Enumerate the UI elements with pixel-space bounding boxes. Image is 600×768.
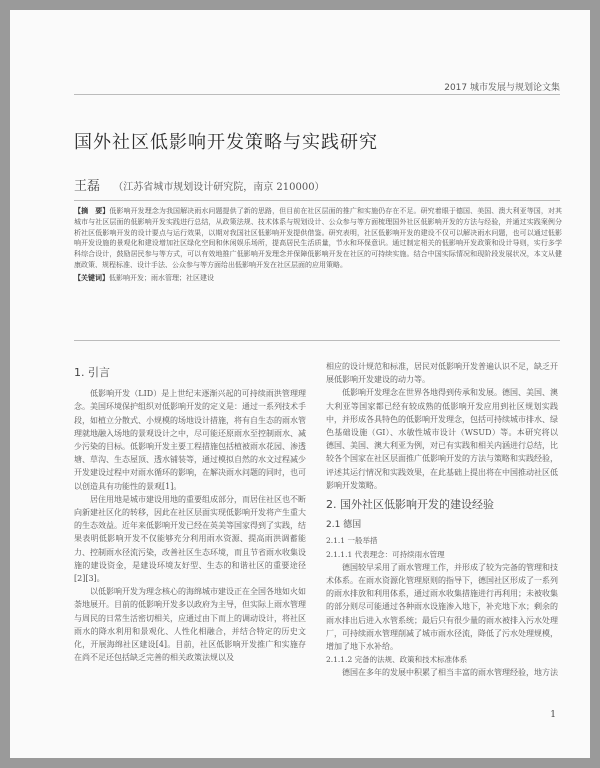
header-rule bbox=[74, 94, 560, 95]
author-affiliation: （江苏省城市规划设计研究院，南京 210000） bbox=[113, 182, 325, 193]
right-column bbox=[326, 360, 558, 680]
author-line bbox=[74, 175, 325, 194]
left-column bbox=[74, 360, 306, 664]
intro-paragraph-3: 以低影响开发为理念核心的海绵城市建设正在全国各地如火如荼地展开。目前的低影响开发多以政府为主导，但实际上雨水管理与周民的日常生活密切相关，应通过由下而上的调动设计，将社区雨水的降水利用和景观化、人性化相融合，并结合特定的历史文化，开展海绵社区建设[4]。目前，社区低影响开发推广和实施存在尚不足还包括缺乏完善的相关政策法规以及 bbox=[74, 587, 306, 663]
abstract-top-rule bbox=[74, 200, 560, 201]
subsection-heading-germany: 2.1 德国 bbox=[326, 520, 362, 531]
abstract-label: 【摘 要】 bbox=[74, 206, 110, 215]
subsubsection-heading: 2.1.1 一般举措 bbox=[326, 536, 378, 546]
intro-paragraph-4: 相应的设计规范和标准，居民对低影响开发普遍认识不足，缺乏开展低影响开发建设的动力等。 bbox=[326, 362, 558, 385]
abstract-paragraph bbox=[74, 206, 562, 271]
author-name: 王磊 bbox=[74, 179, 101, 194]
intro-paragraph-2: 居住用地是城市建设用地的重要组成部分，而居住社区也不断向新建社区化的转移，因此在社区层面实现低影响开发将产生重大的生态效益。近年来低影响开发已经在英美等国家得到了实践，结果表明低影响开发不仅能够充分利用雨水资源、提高雨洪调蓄能力、控制雨水径流污染，改善社区生态环境，而且节省雨水收集设施的建设资金，是建设环境友好型、生态的和谐社区的重要途径[2][3]。 bbox=[74, 494, 306, 584]
item-heading-1: 2.1.1.1 代表理念：可持续雨水管理 bbox=[326, 549, 445, 559]
section-heading-2: 2. 国外社区低影响开发的建设经验 bbox=[326, 498, 494, 512]
abstract-bottom-rule bbox=[74, 340, 560, 341]
keywords-label: 【关键词】 bbox=[74, 272, 109, 282]
keywords-line bbox=[74, 273, 562, 284]
item-heading-2: 2.1.1.2 完备的法规、政策和技术标准体系 bbox=[326, 655, 468, 665]
germany-paragraph-2: 德国在多年的发展中积累了相当丰富的雨水管理经验，地方法 bbox=[342, 668, 558, 678]
keywords-text: 低影响开发；雨水管理；社区建设 bbox=[109, 273, 214, 282]
article-title: 国外社区低影响开发策略与实践研究 bbox=[74, 132, 378, 153]
germany-paragraph-1: 德国较早采用了雨水管理工作，并形成了较为完备的管理和技术体系。在雨水资源化管理原则的指导下，德国社区形成了一系列的雨水排放和利用体系，通过雨水收集措施进行再利用；未被收集的部分则尽可能通过各种雨水设施渗入地下，补充地下水；剩余的雨水排出后进入水管系统；最后只有很少量的雨水被排入污水处理厂，可持续雨水管理削减了城市雨水径流，降低了污水处理规模，增加了地下水补给。 bbox=[326, 562, 558, 652]
section-heading-intro: 1. 引言 bbox=[74, 366, 110, 379]
running-header: 2017 城市发展与规划论文集 bbox=[444, 83, 560, 93]
intro-paragraph-5: 低影响开发理念在世界各地得到传承和发展。德国、美国、澳大利亚等国家都已经有较成熟的低影响开发应用到社区规划实践中，并形成各具特色的低影响开发理念，包括可持续城市排水、绿色基础设施（GI）、水敏性城市设计（WSUD）等。本研究将以德国、美国、澳大利亚为例，对已有实践和相关内涵进行总结，比较各个国家在社区层面推广低影响开发的方法与策略和实践经验，评述其运行情况和实践效果，在此基础上提出将在中国推动社区低影响开发策略。 bbox=[326, 388, 558, 490]
abstract-text: 低影响开发理念为我国解决雨水问题提供了新的思路，但目前在社区层面的推广和实施仍存在不足。研究着眼于德国、美国、澳大利亚等国，对其城市与社区层面的低影响开发实践进行总结，从政策法规、技术体系与规划设计、公众参与等方面梳理国外社区低影响开发的方法与经验，并通过实践案例分析社区低影响开发的设计要点与运行效果，以期对我国社区低影响开发提供借鉴。研究表明，社区低影响开发的建设不仅可以解决雨水问题，也可以通过低影响开发设施的景观化和建设增加社区绿化空间和休闲娱乐场所，提高居民生活质量，节水和环保意识。通过制定相关的低影响开发政策和设计导则，实行多学科综合设计，鼓励居民参与等方式，可以有效地推广低影响开发理念并保障低影响开发在社区的可持续实施。结合中国实际情况和现阶段发展状况，本文从健康政策、规程标准、设计手法、公众参与等方面给出低影响开发在社区层面的应用策略。 bbox=[74, 207, 563, 269]
intro-paragraph-1: 低影响开发（LID）是上世纪末逐渐兴起的可持续雨洪管理理念。美国环境保护组织对低影响开发的定义是：通过一系列技术手段，如植立分散式、小规模的场地设计措施，将有自生态的雨水管理就地融入场地的景观设计之中，尽可能还原雨水至控制雨水、减少污染的目标。低影响开发主要工程措施包括植被雨水花园、渗透塘、草沟、生态屋顶、透水铺装等，通过模拟自然的水文过程减少开发建设过程中对雨水循环的影响，在解决雨水问题的同时，也可以创造具有功能性的景观[1]。 bbox=[74, 389, 306, 491]
abstract-block bbox=[74, 206, 562, 284]
paper-page bbox=[10, 10, 590, 758]
page-number: 1 bbox=[550, 710, 556, 720]
